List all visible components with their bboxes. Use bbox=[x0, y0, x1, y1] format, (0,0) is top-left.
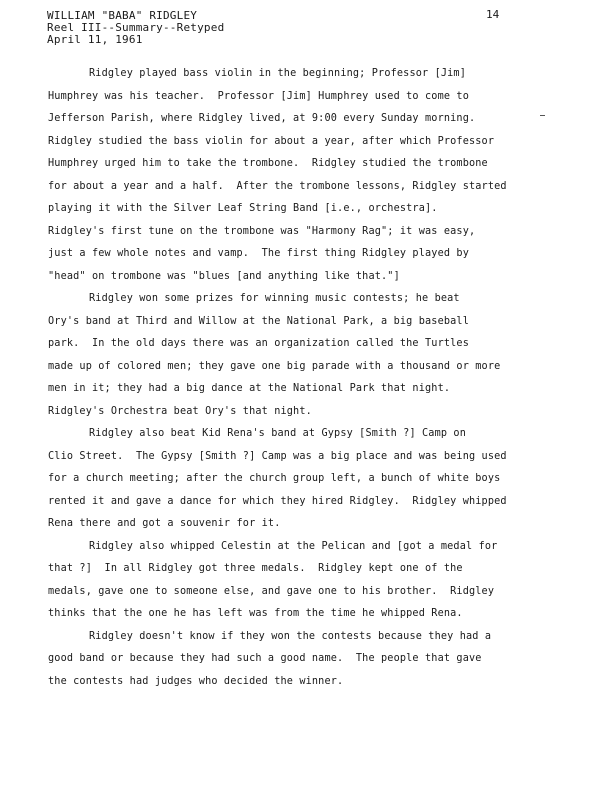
page-number: 14 bbox=[486, 8, 500, 21]
paragraph-2-line: Ridgley won some prizes for winning music contests; he beat bbox=[89, 293, 460, 304]
paragraph-1-line: Ridgley's first tune on the trombone was "Harmony Rag"; it was easy, bbox=[48, 225, 476, 237]
paragraph-3-line: Rena there and got a souvenir for it. bbox=[48, 518, 281, 529]
paragraph-5-line: good band or because they had such a good name. The people that gave bbox=[48, 653, 482, 664]
paragraph-1-line: "head" on trombone was "blues [and anything like that."] bbox=[48, 270, 400, 282]
paragraph-1-line: Ridgley studied the bass violin for about a year, after which Professor bbox=[48, 135, 495, 147]
paragraph-2-line: Ory's band at Third and Willow at the National Park, a big baseball bbox=[48, 315, 469, 327]
paragraph-1-line: for about a year and a half. After the trombone lessons, Ridgley started bbox=[48, 180, 507, 192]
header-reel: Reel III--Summary--Retyped bbox=[47, 21, 225, 34]
header-interviewee: WILLIAM "BABA" RIDGLEY bbox=[47, 9, 198, 22]
paragraph-3-line: Clio Street. The Gypsy [Smith ?] Camp was a big place and was being used bbox=[48, 450, 507, 462]
paragraph-1-line: Jefferson Parish, where Ridgley lived, at 9:00 every Sunday morning. bbox=[48, 113, 476, 124]
paragraph-5-line: Ridgley doesn't know if they won the contests because they had a bbox=[89, 630, 492, 642]
paragraph-2-line: men in it; they had a big dance at the National Park that night. bbox=[48, 383, 451, 394]
paragraph-1-line: playing it with the Silver Leaf String Band [i.e., orchestra]. bbox=[48, 203, 438, 214]
paragraph-2-line: Ridgley's Orchestra beat Ory's that night. bbox=[48, 405, 312, 417]
document-header bbox=[47, 10, 224, 46]
header-date: April 11, 1961 bbox=[47, 33, 143, 46]
paragraph-4-line: that ?] In all Ridgley got three medals. Ridgley kept one of the bbox=[48, 563, 463, 574]
paragraph-1-line: just a few whole notes and vamp. The first thing Ridgley played by bbox=[48, 248, 469, 259]
paragraph-2-line: made up of colored men; they gave one big parade with a thousand or more bbox=[48, 360, 501, 372]
paragraph-3-line: for a church meeting; after the church group left, a bunch of white boys bbox=[48, 473, 501, 484]
paragraph-1-line: Ridgley played bass violin in the beginning; Professor [Jim] bbox=[89, 68, 467, 79]
paragraph-3-line: Ridgley also beat Kid Rena's band at Gypsy [Smith ?] Camp on bbox=[89, 428, 467, 439]
paragraph-1-line: Humphrey urged him to take the trombone. Ridgley studied the trombone bbox=[48, 158, 488, 169]
paragraph-4-line: medals, gave one to someone else, and gave one to his brother. Ridgley bbox=[48, 585, 495, 597]
paragraph-2-line: park. In the old days there was an organization called the Turtles bbox=[48, 338, 469, 349]
paragraph-4-line: thinks that the one he has left was from the time he whipped Rena. bbox=[48, 608, 463, 619]
body-text bbox=[48, 63, 568, 693]
paragraph-4-line: Ridgley also whipped Celestin at the Pelican and [got a medal for bbox=[89, 540, 498, 552]
paragraph-5-line: the contests had judges who decided the winner. bbox=[48, 675, 344, 687]
paragraph-1-line: Humphrey was his teacher. Professor [Jim] Humphrey used to come to bbox=[48, 90, 469, 102]
paragraph-3-line: rented it and gave a dance for which they hired Ridgley. Ridgley whipped bbox=[48, 495, 507, 507]
